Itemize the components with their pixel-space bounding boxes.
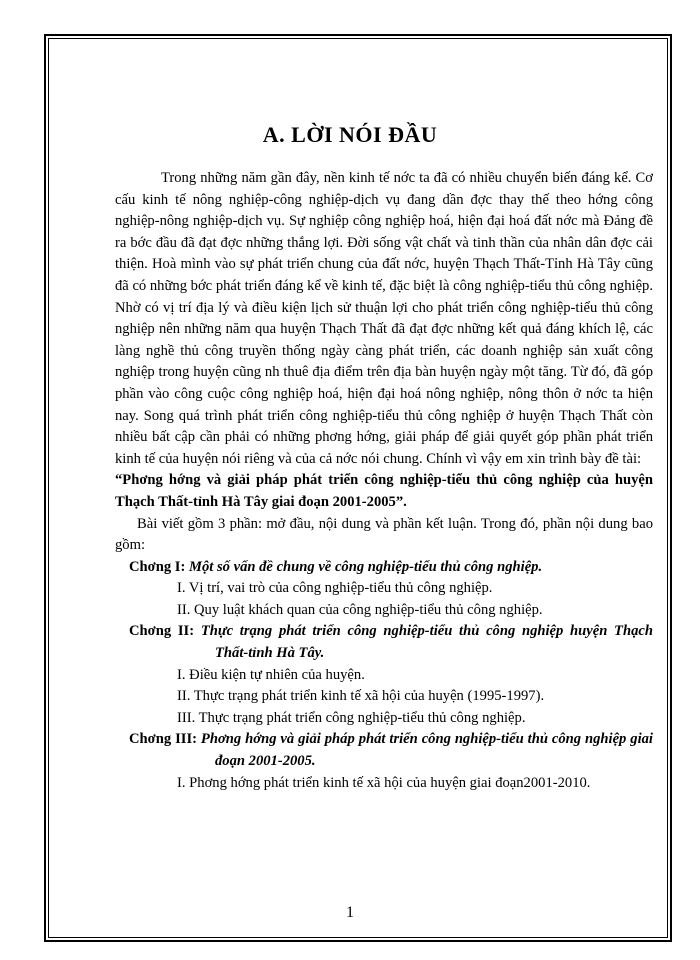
section-item: II. Thực trạng phát triển kinh tế xã hội của huyện (1995-1997). xyxy=(177,688,545,705)
page-number: 1 xyxy=(346,904,354,921)
section-item: III. Thực trạng phát triển công nghiệp-tiểu thủ công nghiệp. xyxy=(177,709,526,726)
body-text xyxy=(115,168,653,794)
chapter-label: Chơng II: xyxy=(129,623,195,640)
chapter-heading xyxy=(115,621,653,664)
page-title: A. LỜI NÓI ĐẦU xyxy=(262,122,438,147)
intro-paragraph: Trong những năm gần đây, nền kinh tế nớc ta đã có nhiều chuyển biến đáng kể. Cơ cấu kinh tế nông nghiệp-công nghiệp-dịch vụ đang dần đợc thay thế theo hớng công nghiệp-nông nghiệp-dịch vụ. Sự nghiệp công nghiệp hoá, hiện đại hoá đất nớc mà Đảng đề ra bớc đầu đã đạt đợc những thắng lợi. Đời sống vật chất và tinh thần của nhân dân đợc cải thiện. Hoà mình vào sự phát triển chung của đất nớc, huyện Thạch Thất-Tỉnh Hà Tây cũng đã có những bớc phát triển đáng kể về kinh tế, đặc biệt là công nghiệp-tiểu thủ công nghiệp. Nhờ có vị trí địa lý và điều kiện lịch sử thuận lợi cho phát triển công nghiệp-tiểu thủ công nghiệp nên những năm qua huyện Thạch Thất đã đạt đợc những kết quả đáng khích lệ, các làng nghề thủ công truyền thống ngày càng phát triển, các doanh nghiệp sản xuất công nghiệp trong huyện cũng nh thuê địa điểm trên địa bàn huyện ngày một tăng. Từ đó, đã góp phần vào công cuộc công nghiệp hoá, hiện đại hoá nông nghiệp, nông thôn ở nớc ta hiện nay. Song quá trình phát triển công nghiệp-tiểu thủ công nghiệp ở huyện Thạch Thất còn nhiều bất cập cần phải có những phơng hớng, giải pháp để giải quyết góp phần phát triển kinh tế của huyện nói riêng và của cả nớc nói chung. Chính vì vậy em xin trình bày đề tài: xyxy=(115,170,653,467)
section-item: I. Vị trí, vai trò của công nghiệp-tiểu thủ công nghiệp. xyxy=(177,580,493,597)
chapter-title: Phơng hớng và giải pháp phát triển công nghiệp-tiểu thủ công nghiệp giai đoạn 2001-2005. xyxy=(200,731,653,770)
chapter-label: Chơng I: xyxy=(129,558,186,575)
topic-quote: “Phơng hớng và giải pháp phát triển công nghiệp-tiểu thủ công nghiệp của huyện Thạch Thất-tỉnh Hà Tây giai đoạn 2001-2005”. xyxy=(115,472,653,510)
section-item: II. Quy luật khách quan của công nghiệp-tiểu thủ công nghiệp. xyxy=(177,601,543,618)
chapter-heading xyxy=(115,557,653,579)
chapter-title: Thực trạng phát triển công nghiệp-tiểu thủ công nghiệp huyện Thạch Thất-tỉnh Hà Tây. xyxy=(200,623,653,662)
chapter-label: Chơng III: xyxy=(129,731,197,748)
structure-intro: Bài viết gồm 3 phần: mở đầu, nội dung và phần kết luận. Trong đó, phần nội dung bao gồm: xyxy=(115,515,653,554)
section-item: I. Phơng hớng phát triển kinh tế xã hội của huyện giai đoạn2001-2010. xyxy=(177,774,591,791)
section-item: I. Điều kiện tự nhiên của huyện. xyxy=(177,666,365,683)
chapter-title: Một số vấn đề chung về công nghiệp-tiểu thủ công nghiệp. xyxy=(189,558,543,575)
chapter-heading xyxy=(115,729,653,772)
